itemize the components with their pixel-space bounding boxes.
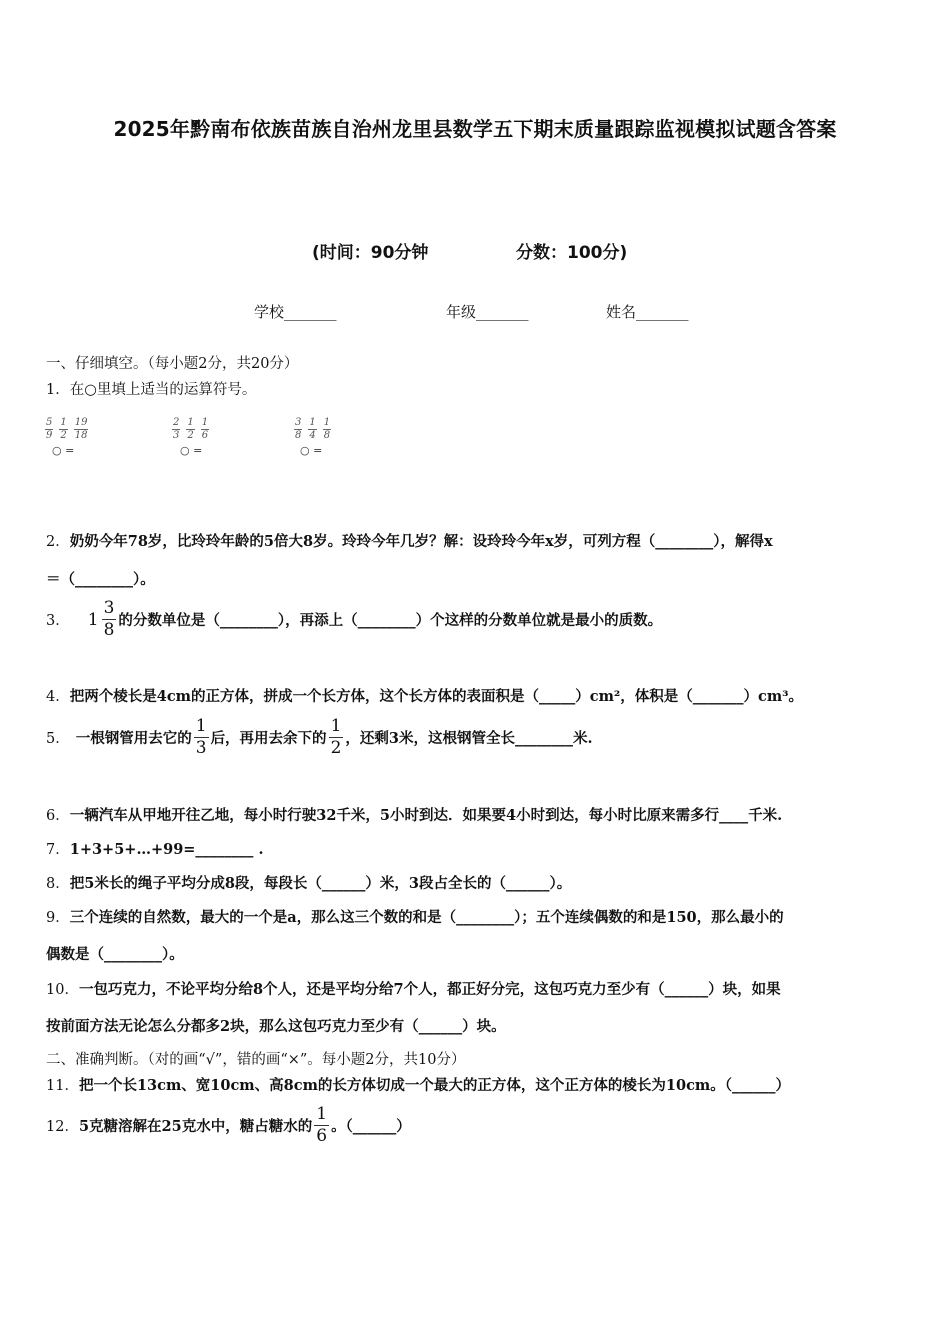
question-9 [46,906,784,927]
operator-blank[interactable]: ○ = [52,444,75,457]
question-number: 6． [46,808,70,824]
question-number: 4． [46,689,70,705]
mixed-number: 1 $\frac{3}{8}$ [87,598,115,640]
fraction-one-sixth: $\frac{1}{6}$ [316,1104,328,1146]
question-text: 。（______） [331,1118,411,1135]
fraction: 19 18 [74,417,88,441]
question-number: 8． [46,876,70,892]
question-7 [46,838,264,859]
question-10-continued: 按前面方法无论怎么分都多2块，那么这包巧克力至少有（______）块。 [46,1018,506,1035]
question-number: 9． [46,910,70,926]
expression-1 [45,418,88,441]
school-field: 学校_______ [254,303,337,321]
question-text: 把两个棱长是4cm的正方体，拼成一个长方体，这个长方体的表面积是（_____）cm²，体积是（_______）cm³。 [69,688,804,705]
question-5 [46,718,593,757]
question-number: 11． [46,1078,79,1094]
fraction: 5 9 [46,417,53,441]
question-2-continued: ＝（________）。 [46,571,155,588]
question-number: 10． [46,982,79,998]
time-info: (时间：90分钟 [312,243,429,263]
question-4 [46,685,803,706]
name-field: 姓名_______ [606,303,689,321]
question-text: 一根钢管用去它的 [75,730,192,747]
question-10 [46,978,781,999]
expression-2 [172,418,209,441]
question-12 [46,1106,411,1145]
question-6 [46,804,782,825]
question-number: 3． [46,613,70,629]
question-8 [46,872,571,893]
question-text: 奶奶今年78岁，比玲玲年龄的5倍大8岁。玲玲今年几岁？解：设玲玲今年x岁，可列方程（________），解得x [69,533,773,550]
fraction: 1 2 [187,417,194,441]
operator-blank[interactable]: ○ = [300,444,323,457]
question-text: 5克糖溶解在25克水中，糖占糖水的 [78,1118,313,1135]
question-number: 12． [46,1119,79,1135]
question-text: 把5米长的绳子平均分成8段，每段长（______）米，3段占全长的（______）。 [69,875,572,892]
fraction: 1 4 [309,417,316,441]
question-number: 7． [46,842,70,858]
score-info: 分数：100分) [516,243,628,263]
fraction: 2 3 [173,417,180,441]
question-text: 一辆汽车从甲地开往乙地，每小时行驶32千米，5小时到达．如果要4小时到达，每小时比原来需多行____千米. [69,807,783,824]
question-number: 1． [46,382,70,398]
question-text: 的分数单位是（________），再添上（________）个这样的分数单位就是最小的质数。 [118,612,663,629]
question-11 [46,1074,790,1095]
question-text: 一包巧克力，不论平均分给8个人，还是平均分给7个人，都正好分完，这包巧克力至少有（______）块，如果 [78,981,781,998]
fraction: 3 8 [295,417,302,441]
question-text: ，还剩3米，这根钢管全长________米. [345,730,593,747]
question-1 [46,378,256,399]
question-text: 1+3+5+…+99=________ . [69,841,264,858]
question-3 [46,600,662,639]
fraction: 1 8 [323,417,331,441]
section-1-heading: 一、仔细填空。（每小题2分，共20分） [46,356,299,372]
fraction: 1 6 [201,417,209,441]
question-text: 把一个长13cm、宽10cm、高8cm的长方体切成一个最大的正方体，这个正方体的棱长为10cm。（______） [78,1077,791,1094]
fraction: 1 2 [60,417,67,441]
fraction-one-third: $\frac{1}{3}$ [195,716,207,758]
question-9-continued: 偶数是（________）。 [46,946,184,963]
question-text: 在○里填上适当的运算符号。 [69,382,257,398]
expression-3 [294,418,331,441]
question-number: 5． [46,731,70,747]
section-2-heading: 二、准确判断。（对的画“√”，错的画“×”。每小题2分，共10分） [46,1052,466,1068]
question-text: 后，再用去余下的 [210,730,327,747]
operator-blank[interactable]: ○ = [180,444,203,457]
question-2 [46,530,773,551]
grade-field: 年级_______ [446,303,529,321]
page-title: 2025年黔南布依族苗族自治州龙里县数学五下期末质量跟踪监视模拟试题含答案 [113,117,837,141]
question-text: 三个连续的自然数，最大的一个是a，那么这三个数的和是（________）；五个连续偶数的和是150，那么最小的 [69,909,784,926]
fraction-one-half: $\frac{1}{2}$ [330,716,342,758]
question-number: 2． [46,534,70,550]
